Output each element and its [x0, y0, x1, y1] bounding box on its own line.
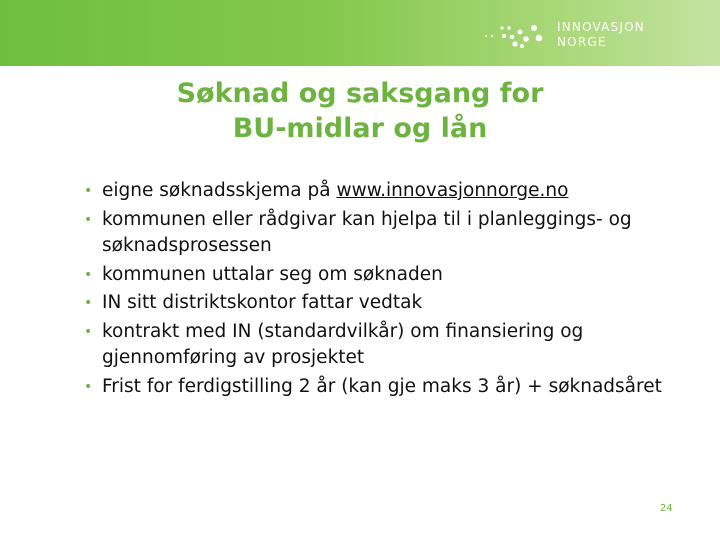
- bullet-item: [82, 290, 682, 317]
- bullet-text: kontrakt med IN (standardvilkår) om finansiering og gjennomføring av prosjektet: [102, 320, 584, 368]
- bullet-text: kommunen uttalar seg om søknaden: [102, 263, 443, 285]
- logo-dots-icon: [482, 16, 552, 52]
- bullet-list: [82, 178, 682, 402]
- innovasjon-norge-logo: [482, 16, 652, 52]
- bullet-item: [82, 178, 682, 205]
- website-link[interactable]: www.innovasjonnorge.no: [336, 180, 569, 201]
- bullet-text: Frist for ferdigstilling 2 år (kan gje maks 3 år) + søknadsåret: [102, 375, 662, 397]
- logo-wordmark: [557, 20, 645, 50]
- bullet-item: [82, 319, 682, 372]
- bullet-item: [82, 262, 682, 289]
- slide-title-line-2: BU-midlar og lån: [232, 113, 488, 144]
- logo-line-2: NORGE: [557, 35, 607, 49]
- bullet-item: [82, 207, 682, 260]
- bullet-text: eigne søknadsskjema på: [102, 180, 337, 201]
- slide-title: [110, 76, 610, 146]
- slide-title-line-1: Søknad og saksgang for: [176, 78, 544, 109]
- bullet-item: [82, 374, 682, 401]
- bullet-text: IN sitt distriktskontor fattar vedtak: [102, 292, 423, 313]
- page-number: 24: [660, 503, 673, 514]
- logo-line-1: INNOVASJON: [557, 20, 645, 34]
- bullet-text: kommunen eller rådgivar kan hjelpa til i planleggings- og søknadsprosessen: [102, 208, 632, 256]
